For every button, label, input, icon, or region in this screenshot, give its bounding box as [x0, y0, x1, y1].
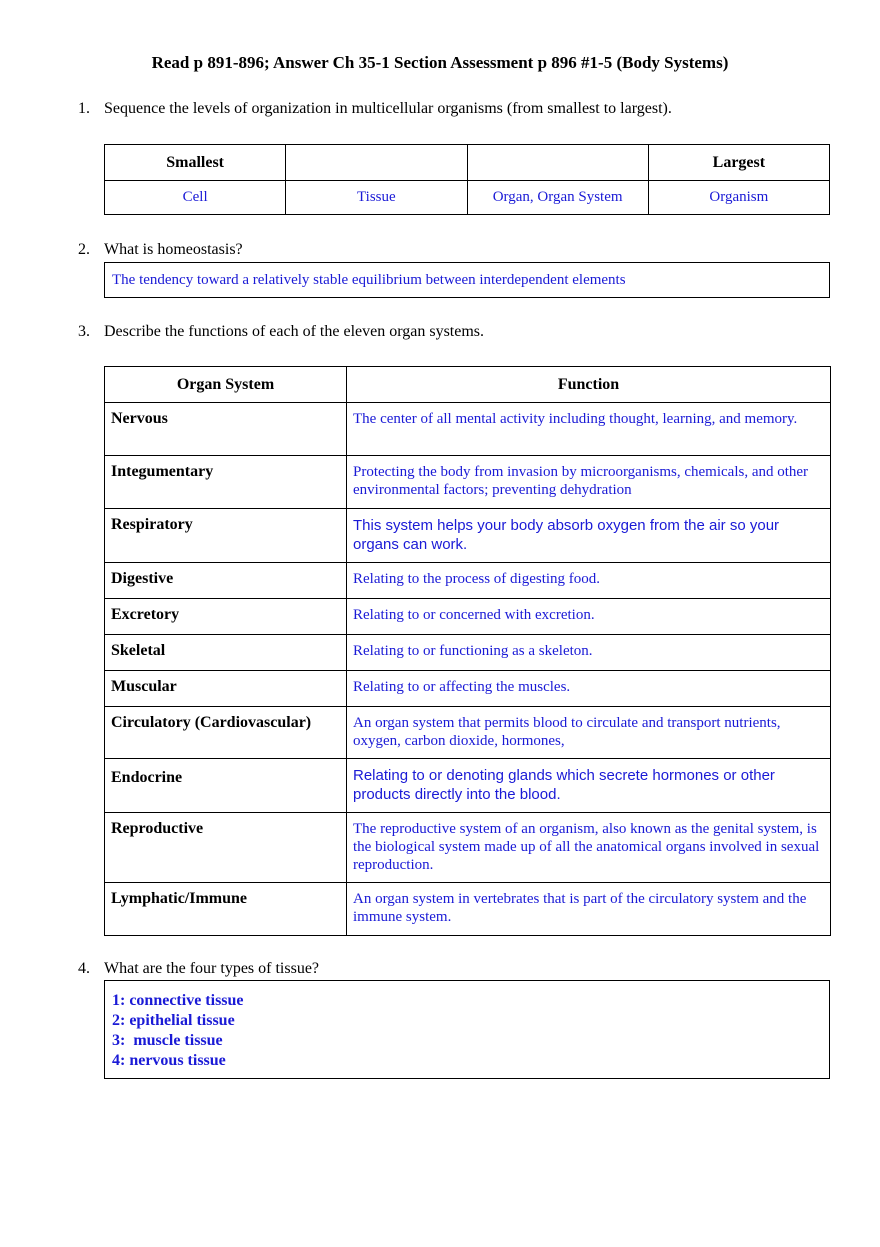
homeostasis-answer: The tendency toward a relatively stable equilibrium between interdependent elements	[112, 272, 626, 288]
organ-header-row	[105, 367, 831, 403]
organ-system-name: Digestive	[105, 563, 347, 599]
organ-system-name: Circulatory (Cardiovascular)	[105, 707, 347, 759]
organ-system-function: Relating to or denoting glands which secrete hormones or other products directly into the blood.	[347, 759, 831, 813]
page-title: Read p 891-896; Answer Ch 35-1 Section Assessment p 896 #1-5 (Body Systems)	[151, 53, 729, 72]
levels-header-row	[105, 145, 830, 181]
organ-system-name: Excretory	[105, 599, 347, 635]
table-row	[105, 883, 831, 936]
organ-system-name: Integumentary	[105, 456, 347, 509]
organ-system-name: Respiratory	[105, 509, 347, 563]
organ-system-name: Skeletal	[105, 635, 347, 671]
tissue-type-item: 4: nervous tissue	[112, 1052, 226, 1069]
organ-system-function: Protecting the body from invasion by microorganisms, chemicals, and other environmental factors; preventing dehydration	[347, 456, 831, 509]
organ-system-function: The center of all mental activity including thought, learning, and memory.	[347, 403, 831, 456]
homeostasis-answer-box	[104, 262, 830, 298]
organ-system-name: Nervous	[105, 403, 347, 456]
question-2	[78, 241, 243, 259]
question-4	[78, 960, 319, 978]
organ-systems-table	[104, 366, 831, 936]
header-blank-1	[286, 145, 467, 181]
answer-cell: Cell	[105, 181, 286, 215]
question-number: 1.	[78, 100, 90, 117]
tissue-type-item: 3: muscle tissue	[112, 1032, 223, 1049]
table-row	[105, 456, 831, 509]
organ-system-function: Relating to or affecting the muscles.	[347, 671, 831, 707]
question-1	[78, 100, 672, 118]
table-row	[105, 759, 831, 813]
table-row	[105, 509, 831, 563]
organ-system-function: Relating to or concerned with excretion.	[347, 599, 831, 635]
organ-system-name: Reproductive	[105, 813, 347, 883]
organ-system-function: The reproductive system of an organism, also known as the genital system, is the biological system made up of all the anatomical organs involved in sexual reproduction.	[347, 813, 831, 883]
answer-tissue: Tissue	[286, 181, 467, 215]
answer-organ: Organ, Organ System	[467, 181, 648, 215]
header-smallest: Smallest	[105, 145, 286, 181]
tissue-types-answer-box	[104, 980, 830, 1079]
answer-organism: Organism	[648, 181, 829, 215]
organ-system-function: An organ system in vertebrates that is part of the circulatory system and the immune system.	[347, 883, 831, 936]
organ-system-name: Lymphatic/Immune	[105, 883, 347, 936]
question-text: What is homeostasis?	[104, 241, 243, 258]
table-row	[105, 403, 831, 456]
organ-system-function: Relating to or functioning as a skeleton.	[347, 635, 831, 671]
question-number: 3.	[78, 323, 90, 340]
tissue-type-item: 2: epithelial tissue	[112, 1012, 235, 1029]
organ-system-function: An organ system that permits blood to circulate and transport nutrients, oxygen, carbon dioxide, hormones,	[347, 707, 831, 759]
question-text: Sequence the levels of organization in multicellular organisms (from smallest to largest).	[104, 100, 672, 117]
question-text: Describe the functions of each of the eleven organ systems.	[104, 323, 485, 340]
levels-answer-row	[105, 181, 830, 215]
header-organ-system: Organ System	[105, 367, 347, 403]
header-blank-2	[467, 145, 648, 181]
question-number: 4.	[78, 960, 90, 977]
table-row	[105, 707, 831, 759]
question-3	[78, 323, 484, 341]
organ-system-function: This system helps your body absorb oxygen from the air so your organs can work.	[347, 509, 831, 563]
header-function: Function	[347, 367, 831, 403]
tissue-type-item: 1: connective tissue	[112, 992, 244, 1009]
table-row	[105, 813, 831, 883]
question-text: What are the four types of tissue?	[104, 960, 320, 977]
table-row	[105, 599, 831, 635]
levels-table	[104, 144, 830, 215]
question-number: 2.	[78, 241, 90, 258]
table-row	[105, 671, 831, 707]
table-row	[105, 635, 831, 671]
header-largest: Largest	[648, 145, 829, 181]
organ-system-name: Muscular	[105, 671, 347, 707]
organ-system-function: Relating to the process of digesting food.	[347, 563, 831, 599]
organ-system-name: Endocrine	[105, 759, 347, 813]
table-row	[105, 563, 831, 599]
